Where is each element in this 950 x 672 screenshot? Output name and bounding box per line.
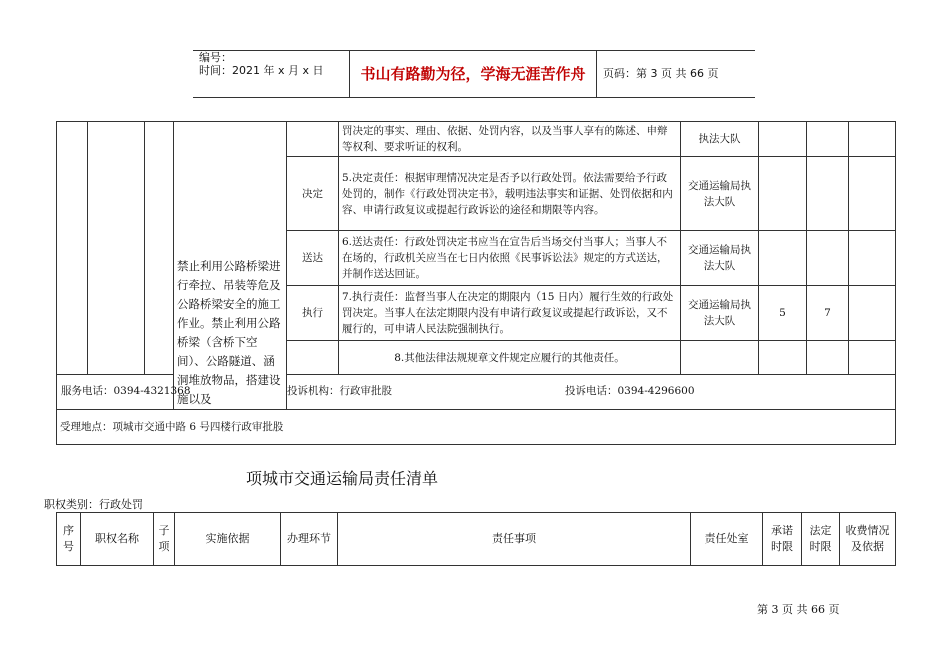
stage-cell (287, 341, 339, 375)
duty-cell: 罚决定的事实、理由、依据、处罚内容，以及当事人享有的陈述、申辩等权利、要求听证的权利。 (339, 122, 681, 157)
list-title: 项城市交通运输局责任清单 (246, 469, 439, 488)
header-duty: 责任事项 (338, 513, 691, 566)
legal-cell (807, 231, 849, 286)
header-stage: 办理环节 (281, 513, 338, 566)
promise-days: 5 (759, 286, 807, 341)
fee-cell (849, 122, 896, 157)
duty-cell: 5.决定责任：根据审理情况决定是否予以行政处罚。依法需要给予行政处罚的，制作《行政处罚决定书》，载明违法事实和证据、处罚依据和内容、申请行政复议或提起行政诉讼的途径和期限等内容。 (339, 157, 681, 231)
stage-cell: 执行 (287, 286, 339, 341)
power-category: 职权类别：行政处罚 (44, 498, 143, 511)
duty-cell: 6.送达责任：行政处罚决定书应当在宣告后当场交付当事人；当事人不在场的，行政机关应当在七日内依照《民事诉讼法》规定的方式送达，并制作送达回证。 (339, 231, 681, 286)
promise-cell (759, 341, 807, 375)
stage-cell (287, 122, 339, 157)
serial-cell (57, 122, 88, 375)
document-time: 时间：2021 年 x 月 x 日 (199, 64, 324, 77)
header-motto: 书山有路勤为径，学海无涯苦作舟 (349, 51, 597, 97)
fee-cell (849, 157, 896, 231)
page-footer: 第 3 页 共 66 页 (757, 603, 840, 616)
header-dept: 责任处室 (691, 513, 763, 566)
header-sub-item: 子项 (154, 513, 175, 566)
dept-cell (681, 341, 759, 375)
header-legal: 法定时限 (802, 513, 840, 566)
legal-cell (807, 341, 849, 375)
header-basis: 实施依据 (175, 513, 281, 566)
complaint-phone: 投诉电话：0394-4296600 (565, 385, 695, 397)
header-fee: 收费情况及依据 (840, 513, 896, 566)
stage-cell: 送达 (287, 231, 339, 286)
responsibility-table-header (56, 512, 896, 566)
header-page-number: 页码：第 3 页 共 66 页 (603, 67, 719, 80)
duty-cell: 8.其他法律法规规章文件规定应履行的其他责任。 (339, 341, 681, 375)
promise-cell (759, 231, 807, 286)
sub-item-cell (145, 122, 174, 375)
promise-cell (759, 157, 807, 231)
header-meta (199, 51, 347, 97)
service-phone: 服务电话：0394-4321368 (61, 385, 191, 397)
legal-cell (807, 157, 849, 231)
contact-row (57, 375, 896, 410)
header-serial: 序号 (57, 513, 81, 566)
legal-cell (807, 122, 849, 157)
fee-cell (849, 341, 896, 375)
power-name-cell (88, 122, 145, 375)
location-row: 受理地点：项城市交通中路 6 号四楼行政审批股 (57, 410, 896, 445)
header-promise: 承诺时限 (763, 513, 802, 566)
basis-cell: 禁止利用公路桥梁进行牵拉、吊装等危及公路桥梁安全的施工作业。禁止利用公路桥梁（含桥下空间）、公路隧道、涵洞堆放物品，搭建设施以及 (174, 122, 287, 410)
dept-cell: 执法大队 (681, 122, 759, 157)
duty-cell: 7.执行责任：监督当事人在决定的期限内（15 日内）履行生效的行政处罚决定。当事人在法定期限内没有申请行政复议或提起行政诉讼，又不履行的，可申请人民法院强制执行。 (339, 286, 681, 341)
dept-cell: 交通运输局执法大队 (681, 157, 759, 231)
fee-cell (849, 286, 896, 341)
legal-days: 7 (807, 286, 849, 341)
header-power-name: 职权名称 (81, 513, 154, 566)
responsibility-table-continued (56, 121, 896, 445)
dept-cell: 交通运输局执法大队 (681, 231, 759, 286)
promise-cell (759, 122, 807, 157)
stage-cell: 决定 (287, 157, 339, 231)
fee-cell (849, 231, 896, 286)
dept-cell: 交通运输局执法大队 (681, 286, 759, 341)
document-number: 编号： (199, 51, 232, 64)
page-header (193, 50, 755, 98)
complaint-org: 投诉机构：行政审批股 (287, 385, 392, 397)
